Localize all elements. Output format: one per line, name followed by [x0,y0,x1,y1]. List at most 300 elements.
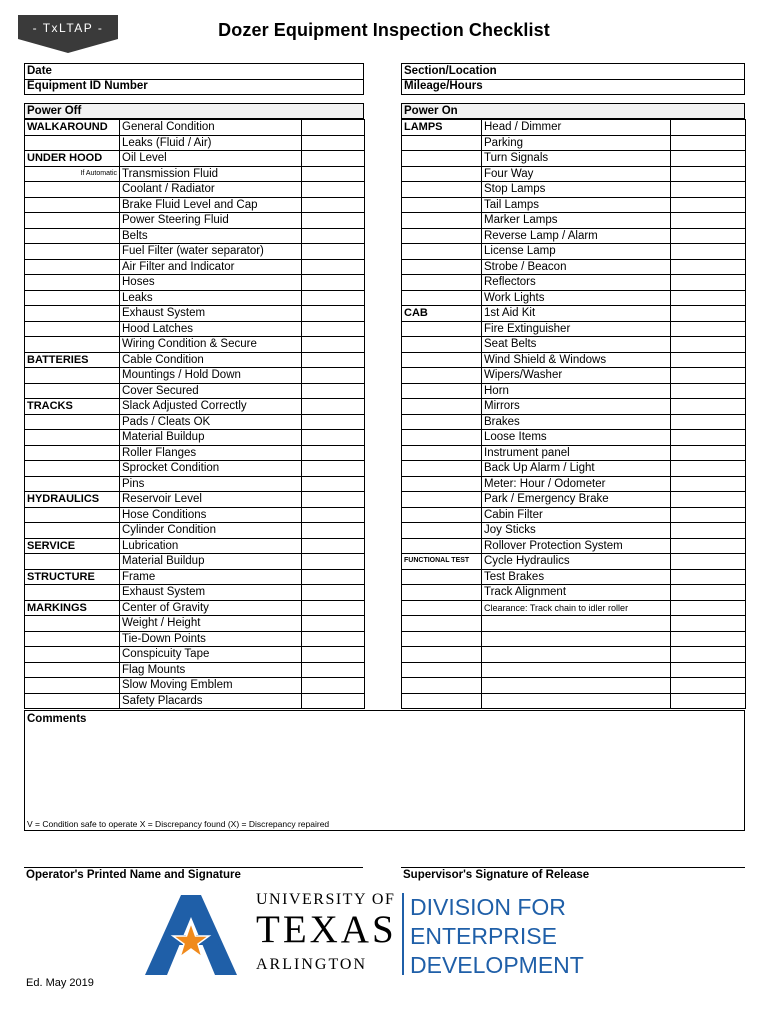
header-left-box [24,63,364,95]
checklist-row [25,523,365,539]
check-cell[interactable] [671,352,746,368]
check-cell[interactable] [302,476,365,492]
category-cell [402,461,482,477]
category-cell [402,569,482,585]
category-cell [402,600,482,616]
category-cell [402,135,482,151]
check-cell[interactable] [671,678,746,694]
category-cell [25,321,120,337]
category-cell: WALKAROUND [25,120,120,136]
checklist-row [25,616,365,632]
check-cell[interactable] [302,228,365,244]
item-cell: Mirrors [482,399,671,415]
category-cell [402,259,482,275]
power-off-label: Power Off [27,105,82,117]
item-cell: Brakes [482,414,671,430]
item-cell: Rollover Protection System [482,538,671,554]
page-title: Dozer Equipment Inspection Checklist [218,20,550,40]
edition-label: Ed. May 2019 [26,977,94,989]
category-cell [25,678,120,694]
check-cell[interactable] [671,337,746,353]
checklist-row [25,569,365,585]
uta-a-logo [145,895,237,975]
check-cell[interactable] [302,290,365,306]
checklist-row [402,678,746,694]
check-cell[interactable] [302,383,365,399]
check-cell[interactable] [671,275,746,291]
category-cell [25,244,120,260]
check-cell[interactable] [302,399,365,415]
category-cell [402,244,482,260]
item-cell: Reverse Lamp / Alarm [482,228,671,244]
check-cell[interactable] [302,569,365,585]
checklist-row [25,352,365,368]
checklist-row [402,213,746,229]
check-cell[interactable] [671,259,746,275]
category-cell [25,135,120,151]
check-cell[interactable] [671,662,746,678]
check-cell[interactable] [671,383,746,399]
check-cell[interactable] [671,569,746,585]
category-cell [402,507,482,523]
item-cell: Exhaust System [120,585,302,601]
checklist-row [402,337,746,353]
category-cell [25,647,120,663]
category-cell [402,523,482,539]
item-cell: Loose Items [482,430,671,446]
checklist-row [25,213,365,229]
category-cell [25,476,120,492]
item-cell: Back Up Alarm / Light [482,461,671,477]
checklist-row [402,492,746,508]
check-cell[interactable] [671,600,746,616]
category-cell [402,368,482,384]
item-cell: Cable Condition [120,352,302,368]
supervisor-signature-label: Supervisor's Signature of Release [403,869,590,881]
item-cell: Flag Mounts [120,662,302,678]
category-cell: HYDRAULICS [25,492,120,508]
check-cell[interactable] [302,182,365,198]
category-cell: SERVICE [25,538,120,554]
checklist-row [25,631,365,647]
check-cell[interactable] [671,538,746,554]
checklist-row [25,259,365,275]
item-cell: Tie-Down Points [120,631,302,647]
category-cell [402,538,482,554]
checklist-row [402,476,746,492]
check-cell[interactable] [302,213,365,229]
checklist-row [402,290,746,306]
item-cell [482,662,671,678]
category-cell [402,352,482,368]
item-cell: Safety Placards [120,693,302,709]
item-cell: Head / Dimmer [482,120,671,136]
check-cell[interactable] [302,523,365,539]
item-cell: Lubrication [120,538,302,554]
checklist-row [402,445,746,461]
category-cell: MARKINGS [25,600,120,616]
operator-signature-line[interactable] [24,867,363,868]
item-cell: Fire Extinguisher [482,321,671,337]
checklist-row [25,306,365,322]
check-cell[interactable] [302,166,365,182]
item-cell: Hoses [120,275,302,291]
item-cell [482,647,671,663]
category-cell [402,383,482,399]
category-cell [402,430,482,446]
item-cell: Power Steering Fluid [120,213,302,229]
item-cell: Exhaust System [120,306,302,322]
uta-arlington: ARLINGTON [256,956,368,973]
checklist-row [402,182,746,198]
check-cell[interactable] [302,554,365,570]
item-cell: Test Brakes [482,569,671,585]
checklist-row [25,461,365,477]
checklist-row [25,507,365,523]
checklist-row [402,616,746,632]
check-cell[interactable] [302,647,365,663]
check-cell[interactable] [671,290,746,306]
checklist-row [402,120,746,136]
check-cell[interactable] [671,631,746,647]
checklist-row [25,399,365,415]
check-cell[interactable] [302,244,365,260]
checklist-row [402,135,746,151]
item-cell: Meter: Hour / Odometer [482,476,671,492]
item-cell: License Lamp [482,244,671,260]
checklist-row [402,244,746,260]
category-cell [25,290,120,306]
category-cell [402,290,482,306]
uta-divider [402,893,404,975]
checklist-row [25,662,365,678]
item-cell: Wipers/Washer [482,368,671,384]
check-cell[interactable] [302,678,365,694]
check-cell[interactable] [671,182,746,198]
item-cell: Hose Conditions [120,507,302,523]
check-cell[interactable] [302,120,365,136]
category-cell [402,321,482,337]
checklist-row [25,445,365,461]
check-cell[interactable] [671,228,746,244]
category-cell [402,631,482,647]
item-cell: Center of Gravity [120,600,302,616]
check-cell[interactable] [671,554,746,570]
check-cell[interactable] [671,306,746,322]
operator-signature-label: Operator's Printed Name and Signature [26,869,241,881]
check-cell[interactable] [302,352,365,368]
category-cell [25,213,120,229]
item-cell: Hood Latches [120,321,302,337]
item-cell: Clearance: Track chain to idler roller [482,600,671,616]
category-cell: CAB [402,306,482,322]
item-cell: Stop Lamps [482,182,671,198]
checklist-row [25,228,365,244]
item-cell: Sprocket Condition [120,461,302,477]
check-cell[interactable] [671,445,746,461]
category-cell [25,631,120,647]
check-cell[interactable] [671,476,746,492]
checklist-row [25,275,365,291]
division-line-1: DIVISION FOR [410,894,566,920]
item-cell: Wind Shield & Windows [482,352,671,368]
item-cell: Track Alignment [482,585,671,601]
checklist-row [25,151,365,167]
check-cell[interactable] [671,523,746,539]
check-cell[interactable] [302,631,365,647]
category-cell [25,228,120,244]
category-cell [25,507,120,523]
checklist-row [402,352,746,368]
check-cell[interactable] [671,585,746,601]
category-cell [25,275,120,291]
checklist-row [25,368,365,384]
category-cell: STRUCTURE [25,569,120,585]
checklist-row [402,461,746,477]
check-cell[interactable] [302,616,365,632]
check-cell[interactable] [302,600,365,616]
legend-text: V = Condition safe to operate X = Discrepancy found (X) = Discrepancy repaired [27,819,330,829]
item-cell: Pads / Cleats OK [120,414,302,430]
check-cell[interactable] [302,151,365,167]
division-line-2: ENTERPRISE [410,923,557,949]
item-cell: Leaks [120,290,302,306]
category-cell [402,213,482,229]
section-location-label: Section/Location [404,65,497,77]
category-cell: LAMPS [402,120,482,136]
item-cell: Reflectors [482,275,671,291]
check-cell[interactable] [302,275,365,291]
checklist-row [25,647,365,663]
date-label: Date [27,65,52,77]
checklist-row [402,430,746,446]
comments-box[interactable] [24,710,745,831]
item-cell: Pins [120,476,302,492]
check-cell[interactable] [302,306,365,322]
item-cell: Strobe / Beacon [482,259,671,275]
check-cell[interactable] [671,414,746,430]
item-cell: Material Buildup [120,430,302,446]
checklist-row [25,182,365,198]
category-cell [402,445,482,461]
checklist-row [402,197,746,213]
item-cell: Coolant / Radiator [120,182,302,198]
checklist-row [402,383,746,399]
item-cell: 1st Aid Kit [482,306,671,322]
check-cell[interactable] [671,197,746,213]
check-cell[interactable] [302,321,365,337]
category-cell [25,523,120,539]
item-cell: Leaks (Fluid / Air) [120,135,302,151]
item-cell: Frame [120,569,302,585]
checklist-row [402,275,746,291]
category-cell [402,492,482,508]
category-cell [25,616,120,632]
checklist-row [402,368,746,384]
category-cell [25,306,120,322]
checklist-row [25,290,365,306]
checklist-row [402,321,746,337]
item-cell [482,616,671,632]
check-cell[interactable] [671,120,746,136]
checklist-row [402,228,746,244]
check-cell[interactable] [302,368,365,384]
category-cell [25,259,120,275]
check-cell[interactable] [302,135,365,151]
category-cell [25,368,120,384]
check-cell[interactable] [302,445,365,461]
category-cell [25,662,120,678]
checklist-row [402,693,746,709]
checklist-row [25,337,365,353]
category-cell [25,430,120,446]
checklist-row [402,631,746,647]
check-cell[interactable] [671,368,746,384]
category-cell [402,662,482,678]
item-cell: Seat Belts [482,337,671,353]
item-cell: Oil Level [120,151,302,167]
category-cell [25,182,120,198]
item-cell: Cycle Hydraulics [482,554,671,570]
check-cell[interactable] [302,693,365,709]
category-cell [402,399,482,415]
category-cell [25,461,120,477]
check-cell[interactable] [302,461,365,477]
checklist-row [25,476,365,492]
check-cell[interactable] [671,166,746,182]
category-cell [402,151,482,167]
check-cell[interactable] [671,244,746,260]
item-cell: Park / Emergency Brake [482,492,671,508]
category-cell [25,197,120,213]
item-cell: Horn [482,383,671,399]
item-cell: Mountings / Hold Down [120,368,302,384]
item-cell [482,631,671,647]
check-cell[interactable] [671,647,746,663]
category-cell [402,476,482,492]
category-cell: If Automatic [25,166,120,182]
check-cell[interactable] [671,151,746,167]
item-cell: Conspicuity Tape [120,647,302,663]
category-cell [402,197,482,213]
category-cell [402,616,482,632]
category-cell [402,166,482,182]
checklist-row [402,569,746,585]
checklist-row [402,399,746,415]
check-cell[interactable] [302,430,365,446]
item-cell: Cabin Filter [482,507,671,523]
category-cell [402,414,482,430]
check-cell[interactable] [302,414,365,430]
power-off-checklist [24,119,365,709]
uta-texas: TEXAS [256,908,397,951]
checklist-row [402,151,746,167]
item-cell: Weight / Height [120,616,302,632]
check-cell[interactable] [302,585,365,601]
checklist-row [25,166,365,182]
check-cell[interactable] [671,430,746,446]
check-cell[interactable] [671,616,746,632]
check-cell[interactable] [302,197,365,213]
checklist-row [402,507,746,523]
equipment-id-label: Equipment ID Number [27,80,148,92]
checklist-row [402,600,746,616]
item-cell: Parking [482,135,671,151]
checklist-row [25,492,365,508]
category-cell [402,337,482,353]
power-off-header [24,103,364,119]
item-cell [482,678,671,694]
checklist-row [25,430,365,446]
checklist-row [402,166,746,182]
check-cell[interactable] [671,213,746,229]
checklist-row [25,678,365,694]
checklist-row [402,662,746,678]
check-cell[interactable] [302,492,365,508]
checklist-row [25,321,365,337]
check-cell[interactable] [671,135,746,151]
item-cell: Slack Adjusted Correctly [120,399,302,415]
check-cell[interactable] [302,662,365,678]
category-cell: FUNCTIONAL TEST [402,554,482,570]
category-cell: UNDER HOOD [25,151,120,167]
category-cell [402,585,482,601]
item-cell: Joy Sticks [482,523,671,539]
checklist-row [402,523,746,539]
category-cell [25,383,120,399]
item-cell: Reservoir Level [120,492,302,508]
check-cell[interactable] [302,337,365,353]
item-cell: Slow Moving Emblem [120,678,302,694]
supervisor-signature-line[interactable] [401,867,745,868]
check-cell[interactable] [671,492,746,508]
check-cell[interactable] [671,507,746,523]
check-cell[interactable] [302,538,365,554]
check-cell[interactable] [671,321,746,337]
checklist-row [25,554,365,570]
category-cell [402,228,482,244]
item-cell: Transmission Fluid [120,166,302,182]
item-cell: General Condition [120,120,302,136]
checklist-row [402,306,746,322]
checklist-row [25,693,365,709]
checklist-row [402,554,746,570]
item-cell: Air Filter and Indicator [120,259,302,275]
check-cell[interactable] [671,693,746,709]
item-cell: Cylinder Condition [120,523,302,539]
item-cell: Brake Fluid Level and Cap [120,197,302,213]
category-cell: BATTERIES [25,352,120,368]
power-on-checklist [401,119,746,709]
checklist-row [25,414,365,430]
division-line-3: DEVELOPMENT [410,952,584,978]
item-cell [482,693,671,709]
checklist-row [402,647,746,663]
check-cell[interactable] [671,399,746,415]
check-cell[interactable] [302,259,365,275]
category-cell [25,693,120,709]
mileage-label: Mileage/Hours [404,80,483,92]
item-cell: Belts [120,228,302,244]
power-on-label: Power On [404,105,458,117]
check-cell[interactable] [302,507,365,523]
checklist-row [25,244,365,260]
checklist-row [402,414,746,430]
header-right-box [401,63,745,95]
check-cell[interactable] [671,461,746,477]
item-cell: Material Buildup [120,554,302,570]
category-cell [402,678,482,694]
